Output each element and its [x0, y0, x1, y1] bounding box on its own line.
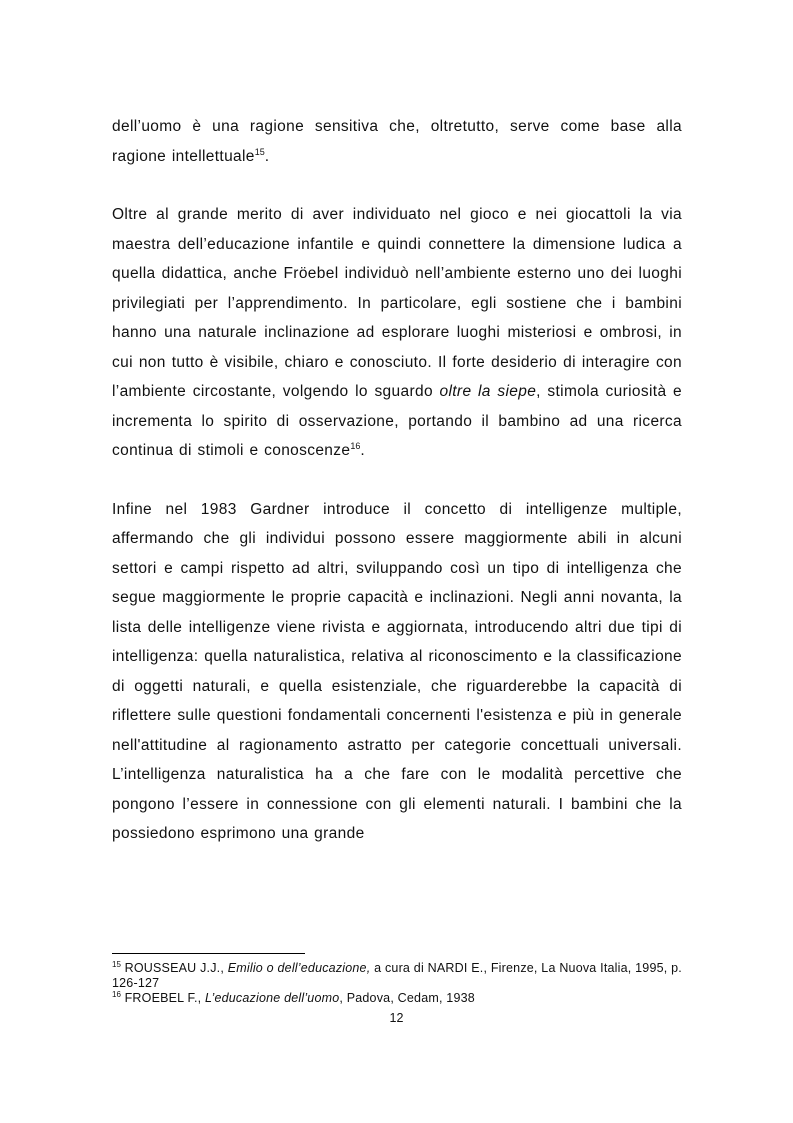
page-number: 12 [389, 1011, 404, 1025]
page-body [112, 112, 682, 849]
footnote-15 [112, 961, 682, 991]
paragraph-1-text: dell’uomo è una ragione sensitiva che, oltretutto, serve come base alla ragione intellettuale [112, 118, 682, 165]
footnote-title: Emilio o dell’educazione, [227, 961, 371, 975]
footnote-ref-16[interactable]: 16 [350, 441, 361, 451]
footnote-number: 15 [112, 960, 121, 969]
paragraph-1-end: . [264, 147, 270, 165]
footnote-ref-15[interactable]: 15 [254, 146, 265, 157]
footnote-16 [112, 991, 682, 1006]
footnote-separator [112, 953, 305, 954]
paragraph-3 [112, 495, 682, 849]
paragraph-2-end: . [360, 442, 366, 459]
footnote-text: FROEBEL F., [120, 991, 206, 1005]
footnote-text: ROUSSEAU J.J., [120, 961, 228, 975]
footnote-text: , Padova, Cedam, 1938 [339, 991, 475, 1005]
paragraph-2-italic: oltre la siepe [439, 383, 537, 400]
footnote-number: 16 [112, 990, 121, 999]
paragraph-3-text: Infine nel 1983 Gardner introduce il concetto di intelligenze multiple, affermando che gli individui possono essere maggiormente abili in alcuni settori e campi rispetto ad altri, sviluppando così un tipo di intelligenza che segue maggiormente le proprie capacità e inclinazioni. Negli anni novanta, la lista delle intelligenze viene rivista e aggiornata, introducendo altri due tipi di intelligenza: quella naturalistica, relativa al riconoscimento e la classificazione di oggetti naturali, e quella esistenziale, che riguarderebbe la capacità di riflettere sulle questioni fondamentali concernenti l'esistenza e più in generale nell'attitudine al ragionamento astratto per categorie concettuali universali. L’intelligenza naturalistica ha a che fare con le modalità percettive che pongono l’essere in connessione con gli elementi naturali. I bambini che la possiedono esprimono una grande [112, 500, 682, 842]
footnote-text: a cura di NARDI E., Firenze, La Nuova Italia, 1995, p. 126-127 [112, 961, 682, 990]
paragraph-2-text-a: Oltre al grande merito di aver individuato nel gioco e nei giocattoli la via maestra dell’educazione infantile e quindi connettere la dimensione ludica a quella didattica, anche Fröebel individuò nell’ambiente esterno uno dei luoghi privilegiati per l’apprendimento. In particolare, egli sostiene che i bambini hanno una naturale inclinazione ad esplorare luoghi misteriosi e ombrosi, in cui non tutto è visibile, chiaro e conosciuto. Il forte desiderio di interagire con l’ambiente circostante, volgendo lo sguardo [112, 206, 682, 400]
footnotes [112, 961, 682, 1006]
paragraph-2 [112, 200, 682, 466]
paragraph-1 [112, 112, 682, 171]
paragraph-2-text-b: , stimola curiosità e incrementa lo spirito di osservazione, portando il bambino ad una ricerca continua di stimoli e conoscenze [112, 383, 682, 459]
footnote-title: L’educazione dell’uomo [205, 991, 340, 1005]
